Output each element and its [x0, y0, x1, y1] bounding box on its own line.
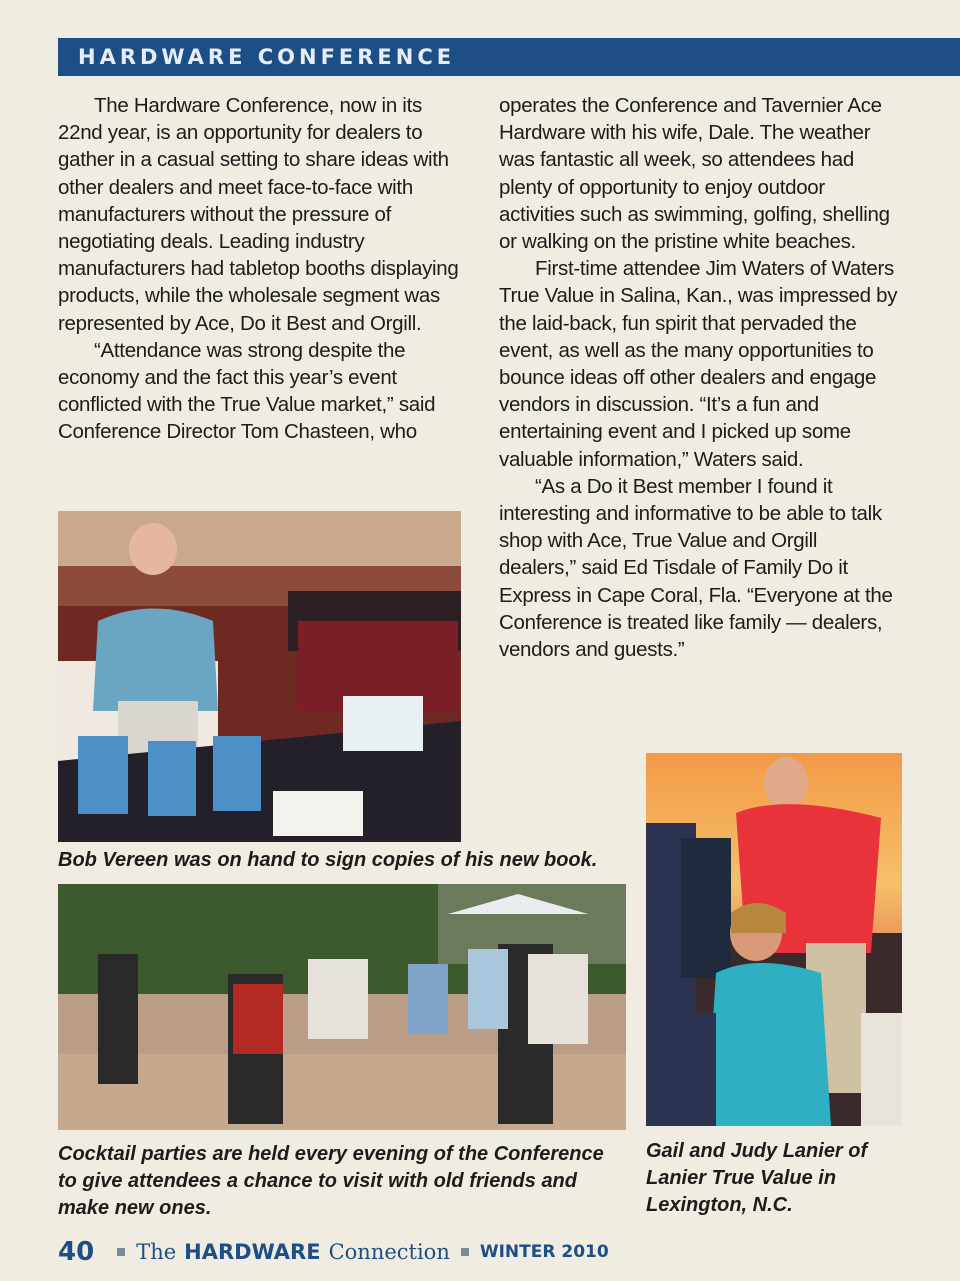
caption-bob-vereen: Bob Vereen was on hand to sign copies of his new book.: [58, 849, 598, 871]
square-bullet-icon: [117, 1248, 125, 1256]
square-bullet-icon: [461, 1248, 469, 1256]
photo-cocktail-party: [58, 884, 626, 1130]
page-number: 40: [58, 1237, 95, 1267]
caption-cocktail-parties: Cocktail parties are held every evening of the Conference to give attendees a chance to visit with old friends and make new ones.: [58, 1143, 604, 1219]
photo-bob-vereen: [58, 511, 461, 842]
article-paragraph: First-time attendee Jim Waters of Waters True Value in Salina, Kan., was impressed by the laid-back, fun spirit that pervaded the event, as well as the many opportunities to bounce ideas off other dealers and engage vendors in discussion. “It’s a fun and entertaining event and I picked up some valuable information,” Waters said.: [499, 257, 898, 471]
page-footer: [58, 1234, 609, 1270]
article-paragraph: “As a Do it Best member I found it interesting and informative to be able to talk shop with Ace, True Value and Orgill dealers,” said Ed Tisdale of Family Do it Express in Cape Coral, Fla. “Everyone at the Conference is treated like family — dealers, vendors and guests.”: [499, 474, 893, 662]
article-paragraph: operates the Conference and Tavernier Ace Hardware with his wife, Dale. The weather was fantastic all week, so attendees had plenty of opportunity to enjoy outdoor activities such as swimming, golfing, shelling or walking on the pristine white beaches.: [499, 94, 890, 254]
issue-label: WINTER 2010: [479, 1242, 609, 1262]
publication-the: The: [136, 1240, 177, 1264]
article-paragraph: The Hardware Conference, now in its 22nd year, is an opportunity for dealers to gather in a casual setting to share ideas with other dealers and meet face-to-face with manufacturers without the pressure of negotiating deals. Leading industry manufacturers had tabletop booths displaying products, while the wholesale segment was represented by Ace, Do it Best and Orgill.: [58, 94, 459, 335]
publication-connection: Connection: [328, 1240, 450, 1264]
article-paragraph: “Attendance was strong despite the economy and the fact this year’s event conflicted with the True Value market,” said Conference Director Tom Chasteen, who: [58, 338, 436, 444]
article-column-left: [58, 92, 470, 446]
caption-lanier: Gail and Judy Lanier of Lanier True Value in Lexington, N.C.: [646, 1140, 868, 1216]
section-header-bar: [58, 38, 960, 76]
publication-hardware: HARDWARE: [184, 1240, 321, 1264]
section-title: HARDWARE CONFERENCE: [78, 45, 456, 69]
article-column-right: [499, 92, 899, 663]
photo-lanier-couple: [646, 753, 902, 1126]
